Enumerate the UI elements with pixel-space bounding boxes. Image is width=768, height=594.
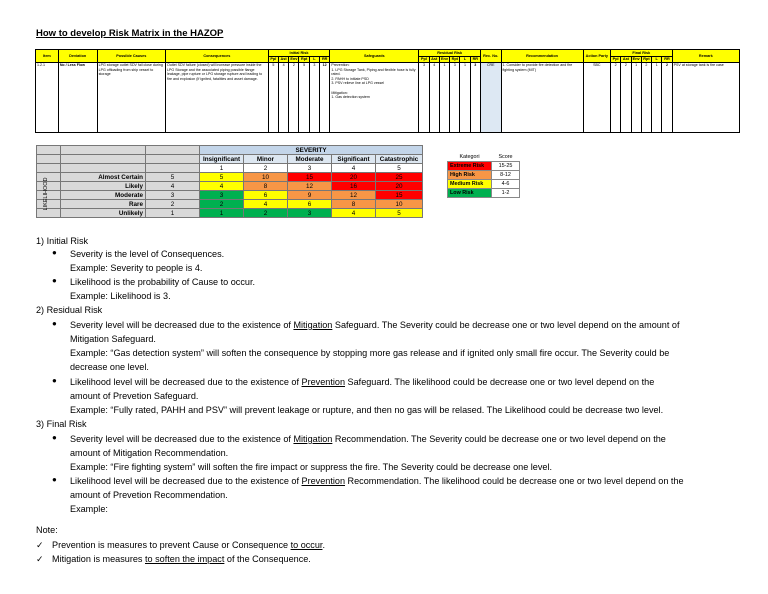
severity-number: 3 bbox=[288, 164, 332, 173]
underlined-term: Mitigation bbox=[293, 320, 333, 330]
safeguard-line: Prevention: bbox=[331, 63, 350, 67]
matrix-corner bbox=[37, 155, 61, 164]
matrix-row bbox=[37, 173, 423, 182]
text-line: amount of Prevetion Recommendation. bbox=[70, 490, 228, 500]
matrix-row bbox=[37, 191, 423, 200]
cell-recommendation: 1. Consider to provide fire detection and fire fighting system (MIT) bbox=[501, 63, 583, 133]
cell-remark: PSV at storage tank is fire case bbox=[672, 63, 739, 133]
severity-level: Significant bbox=[332, 155, 376, 164]
matrix-corner bbox=[37, 146, 61, 155]
risk-score-cell: 15 bbox=[376, 191, 423, 200]
cell-initial-env: 2 bbox=[289, 63, 299, 133]
risk-category-legend bbox=[447, 153, 520, 198]
legend-category: Medium Risk bbox=[448, 180, 492, 189]
likelihood-label: Moderate bbox=[61, 191, 146, 200]
matrix-corner bbox=[146, 155, 200, 164]
cell-residual-rpt: 3 bbox=[450, 63, 460, 133]
sub-header: Env bbox=[440, 57, 448, 62]
underlined-term: to occur bbox=[290, 540, 323, 550]
cell-item: 1.2.1 bbox=[36, 63, 59, 133]
matrix-corner bbox=[61, 146, 146, 155]
sub-header: L bbox=[460, 57, 470, 63]
severity-number: 5 bbox=[376, 164, 423, 173]
underlined-term: Prevention bbox=[301, 476, 346, 486]
matrix-row bbox=[37, 209, 423, 218]
text-span: Safeguard. The likelihood could be decrease one or two level depend on the bbox=[345, 377, 655, 387]
risk-score-cell: 1 bbox=[200, 209, 244, 218]
risk-score-cell: 8 bbox=[244, 182, 288, 191]
severity-level: Catastrophic bbox=[376, 155, 423, 164]
text-span: Likelihood level will be decreased due to the existence of bbox=[70, 377, 302, 387]
risk-score-cell: 20 bbox=[376, 182, 423, 191]
text-span: Recommendation. The likelihood could be decrease one or two level depend on the bbox=[345, 476, 684, 486]
cell-initial-rpt: 5 bbox=[299, 63, 309, 133]
bullet-icon: ● bbox=[52, 276, 57, 285]
text-line: Mitigation Safeguard. bbox=[70, 334, 156, 344]
safeguard-line: Mitigation: bbox=[331, 90, 348, 95]
cell-initial-ppl: 5 bbox=[268, 63, 278, 133]
sub-header: RR bbox=[320, 57, 330, 63]
text-line: amount of Prevetion Safeguard. bbox=[70, 391, 199, 401]
legend-row bbox=[448, 171, 520, 180]
bullet-icon: ● bbox=[52, 376, 57, 385]
likelihood-number: 5 bbox=[146, 173, 200, 182]
section-final-risk: 3) Final Risk bbox=[36, 419, 87, 429]
matrix-corner bbox=[61, 155, 146, 164]
header-causes: Possible Causes bbox=[97, 50, 165, 63]
header-item: Item bbox=[36, 50, 59, 63]
risk-score-cell: 2 bbox=[244, 209, 288, 218]
cell-final-env: 1 bbox=[631, 63, 641, 133]
risk-score-cell: 6 bbox=[288, 200, 332, 209]
risk-score-cell: 6 bbox=[244, 191, 288, 200]
text-line: Severity is the level of Consequences. bbox=[70, 249, 225, 259]
sub-header: Env bbox=[632, 57, 640, 62]
header-action-party: Action Party bbox=[583, 50, 610, 63]
text-line: Example: “Fully rated, PAHH and PSV” will prevent leakage or rupture, and then no gas will be relased. The Likelihood could be decrease two level. bbox=[70, 405, 664, 415]
likelihood-axis-label bbox=[40, 166, 52, 224]
legend-score: 15-25 bbox=[492, 162, 520, 171]
text-line: Example: Likelihood is 3. bbox=[70, 291, 171, 301]
legend-header-kategori: Kategori bbox=[459, 154, 480, 160]
risk-score-cell: 10 bbox=[244, 173, 288, 182]
likelihood-label: Likely bbox=[61, 182, 146, 191]
header-consequences: Consequences bbox=[166, 50, 269, 63]
sub-header: Ppl bbox=[611, 57, 621, 63]
cell-final-ppl: 2 bbox=[611, 63, 621, 133]
safeguard-line: 1. LPG Storage Tank, Piping and flexible hose is fully rated. bbox=[331, 67, 416, 77]
risk-score-cell: 15 bbox=[288, 173, 332, 182]
text-span: Prevention is measures to prevent Cause or Consequence bbox=[52, 540, 291, 550]
section-residual-risk: 2) Residual Risk bbox=[36, 305, 103, 315]
sub-header: Ast bbox=[429, 57, 439, 63]
risk-score-cell: 12 bbox=[332, 191, 376, 200]
safeguard-line: 1. Gas detection system bbox=[331, 95, 370, 100]
severity-number: 1 bbox=[200, 164, 244, 173]
text-line bbox=[70, 475, 684, 487]
check-icon: ✓ bbox=[36, 540, 44, 550]
text-span: Severity level will be decreased due to the existence of bbox=[70, 434, 294, 444]
legend-category: High Risk bbox=[448, 171, 492, 180]
safeguard-line: 3. PSV relieve line at LPG vessel bbox=[331, 81, 385, 86]
note-heading: Note: bbox=[36, 525, 58, 535]
risk-score-cell: 16 bbox=[332, 182, 376, 191]
sub-header: Rpt bbox=[451, 57, 458, 62]
text-span: Mitigation is measures bbox=[52, 554, 145, 564]
cell-action-party: SBC bbox=[583, 63, 610, 133]
underlined-term: Prevention bbox=[301, 377, 346, 387]
risk-score-cell: 20 bbox=[332, 173, 376, 182]
risk-score-cell: 5 bbox=[376, 209, 423, 218]
underlined-term: Mitigation bbox=[293, 434, 333, 444]
text-span: Severity level will be decreased due to the existence of bbox=[70, 320, 294, 330]
cell-initial-ast: 4 bbox=[278, 63, 288, 133]
legend-body bbox=[448, 162, 520, 198]
text-span: Safeguard. The Severity could be decrease one or two level depend on the amount of bbox=[332, 320, 680, 330]
cell-rec-no: CRE bbox=[480, 63, 501, 133]
severity-number: 4 bbox=[332, 164, 376, 173]
header-initial-risk: Initial Risk bbox=[268, 50, 330, 57]
header-final-risk: Final Risk bbox=[611, 50, 673, 57]
likelihood-number: 4 bbox=[146, 182, 200, 191]
severity-level: Insignificant bbox=[200, 155, 244, 164]
text-span: Recommendation. The Severity could be decrease one or two level depend on the bbox=[332, 434, 666, 444]
matrix-row bbox=[37, 200, 423, 209]
bullet-icon: ● bbox=[52, 433, 57, 442]
legend-row bbox=[448, 189, 520, 198]
text-span: Likelihood level will be decreased due to the existence of bbox=[70, 476, 302, 486]
risk-score-cell: 12 bbox=[288, 182, 332, 191]
cell-initial-l: 3 bbox=[309, 63, 319, 133]
risk-score-cell: 3 bbox=[200, 191, 244, 200]
cell-residual-ast: 4 bbox=[429, 63, 439, 133]
sub-header: RR bbox=[662, 57, 672, 63]
note-line bbox=[52, 539, 325, 551]
hazop-worksheet-table bbox=[35, 49, 740, 133]
likelihood-number: 1 bbox=[146, 209, 200, 218]
likelihood-title: LIKELIHOOD bbox=[43, 177, 49, 211]
legend-score: 1-2 bbox=[492, 189, 520, 198]
cell-residual-l: 1 bbox=[460, 63, 470, 133]
likelihood-number: 2 bbox=[146, 200, 200, 209]
cell-final-l: 1 bbox=[652, 63, 662, 133]
risk-score-cell: 8 bbox=[332, 200, 376, 209]
risk-matrix-table bbox=[36, 145, 423, 218]
matrix-row bbox=[37, 182, 423, 191]
matrix-corner bbox=[146, 146, 200, 155]
cell-residual-rr: 3 bbox=[470, 63, 480, 133]
legend-score: 8-12 bbox=[492, 171, 520, 180]
sub-header: Ppl bbox=[419, 57, 429, 63]
sub-header: RR bbox=[470, 57, 480, 63]
risk-score-cell: 2 bbox=[200, 200, 244, 209]
text-line bbox=[70, 433, 666, 445]
text-line: amount of Mitigation Recommendation. bbox=[70, 448, 229, 458]
legend-category: Extreme Risk bbox=[448, 162, 492, 171]
severity-number: 2 bbox=[244, 164, 288, 173]
header-recommendation: Recommendation bbox=[501, 50, 583, 63]
likelihood-label: Almost Certain bbox=[61, 173, 146, 182]
header-residual-risk: Residual Risk bbox=[419, 50, 481, 57]
likelihood-label: Unlikely bbox=[61, 209, 146, 218]
cell-final-rpt: 2 bbox=[641, 63, 651, 133]
cell-causes: LPG storage outlet SDV fail close during LPG offloading from ship vessel to storage bbox=[97, 63, 165, 133]
risk-score-cell: 25 bbox=[376, 173, 423, 182]
header-safeguards: Safeguards bbox=[330, 50, 419, 63]
risk-score-cell: 10 bbox=[376, 200, 423, 209]
risk-score-cell: 5 bbox=[200, 173, 244, 182]
cell-residual-ppl: 3 bbox=[419, 63, 429, 133]
legend-row bbox=[448, 180, 520, 189]
sub-header: Ast bbox=[278, 57, 288, 63]
sub-header: Rpt bbox=[643, 57, 650, 62]
text-span: of the Consequence. bbox=[224, 554, 311, 564]
risk-score-cell: 4 bbox=[200, 182, 244, 191]
check-icon: ✓ bbox=[36, 554, 44, 564]
text-line: Example: Severity to people is 4. bbox=[70, 263, 203, 273]
legend-row bbox=[448, 162, 520, 171]
likelihood-number: 3 bbox=[146, 191, 200, 200]
sub-header: L bbox=[309, 57, 319, 63]
sub-header: Ast bbox=[621, 57, 631, 63]
matrix-corner bbox=[61, 164, 146, 173]
text-line bbox=[70, 319, 680, 331]
sub-header: Ppl bbox=[268, 57, 278, 63]
note-line bbox=[52, 553, 311, 565]
text-line: Likelihood is the probability of Cause to occur. bbox=[70, 277, 256, 287]
text-line: Example: “Fire fighting system” will soften the fire impact or suppress the fire. The Severity could be decrease one level. bbox=[70, 462, 553, 472]
sub-header: Env bbox=[290, 57, 298, 62]
sub-header: Rpt bbox=[300, 57, 308, 62]
risk-score-cell: 3 bbox=[288, 209, 332, 218]
text-line: Example: bbox=[70, 504, 108, 514]
text-line bbox=[70, 376, 654, 388]
bullet-icon: ● bbox=[52, 248, 57, 257]
legend-score: 4-6 bbox=[492, 180, 520, 189]
cell-safeguards bbox=[330, 63, 419, 133]
likelihood-label: Rare bbox=[61, 200, 146, 209]
safeguard-line: 2. PAHH to initiate PSD bbox=[331, 76, 369, 81]
section-initial-risk: 1) Initial Risk bbox=[36, 236, 89, 246]
cell-final-rr: 2 bbox=[662, 63, 672, 133]
text-line: Example: “Gas detection system” will soften the consequence by stopping more gas release and if ignited only small fire occur. The Severity could be bbox=[70, 348, 670, 358]
bullet-icon: ● bbox=[52, 475, 57, 484]
underlined-term: to soften the impact bbox=[145, 554, 225, 564]
severity-title: SEVERITY bbox=[200, 146, 423, 155]
text-line: decrease one level. bbox=[70, 362, 149, 372]
header-deviation: Deviation bbox=[58, 50, 97, 63]
sub-header: L bbox=[652, 57, 662, 63]
severity-level: Minor bbox=[244, 155, 288, 164]
cell-final-ast: 2 bbox=[621, 63, 631, 133]
cell-initial-rr: 12 bbox=[320, 63, 330, 133]
legend-category: Low Risk bbox=[448, 189, 492, 198]
risk-score-cell: 4 bbox=[332, 209, 376, 218]
document-title: How to develop Risk Matrix in the HAZOP bbox=[36, 28, 224, 39]
header-remark: Remark bbox=[672, 50, 739, 63]
cell-consequences: Outlet SDV failure (closed) will increase pressure inside the LPG Storage and the associated piping possible flange leakage, pipe rupture or LPG storage rupture and leading to fire and explosion (If ignited, fatalities and asset damage. bbox=[166, 63, 269, 133]
header-rec-no: Rec. No. bbox=[480, 50, 501, 63]
matrix-corner bbox=[146, 164, 200, 173]
risk-score-cell: 4 bbox=[244, 200, 288, 209]
legend-header-score: Score bbox=[498, 154, 513, 160]
cell-residual-env: 1 bbox=[439, 63, 449, 133]
bullet-icon: ● bbox=[52, 319, 57, 328]
severity-level: Moderate bbox=[288, 155, 332, 164]
text-span: . bbox=[322, 540, 325, 550]
risk-score-cell: 9 bbox=[288, 191, 332, 200]
cell-deviation: No / Less Flow bbox=[58, 63, 97, 133]
matrix-body bbox=[37, 173, 423, 218]
